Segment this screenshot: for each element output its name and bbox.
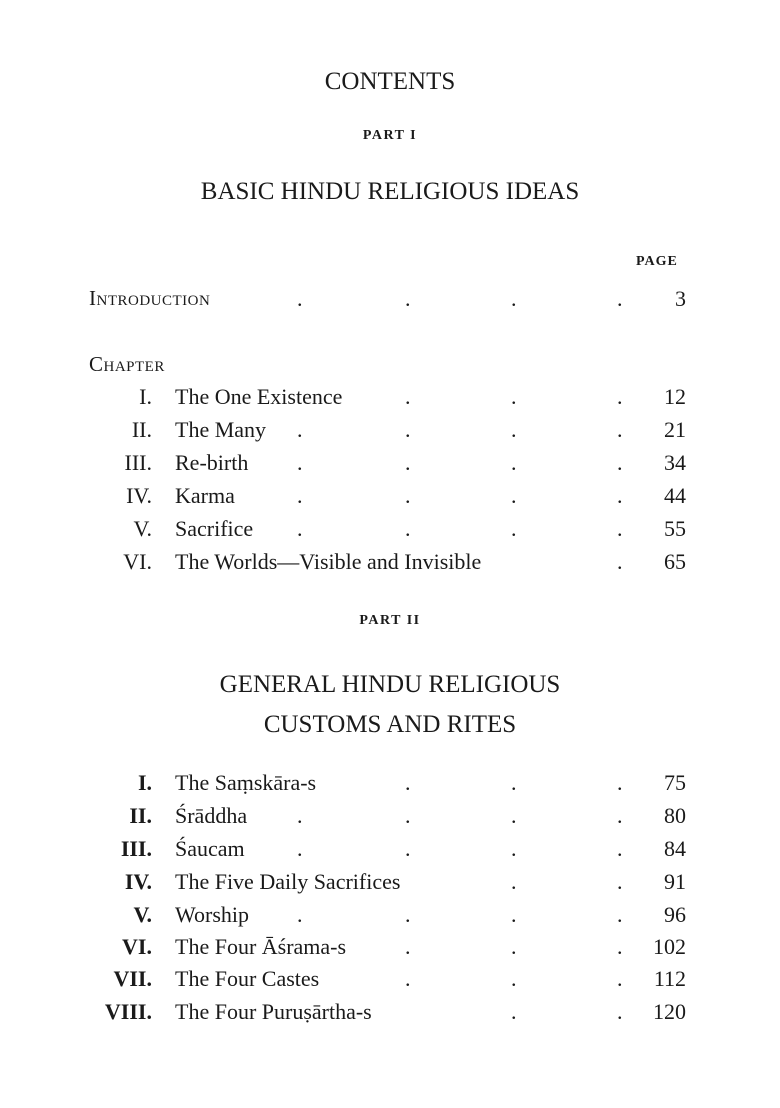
- chapter-numeral: VII.: [113, 966, 152, 991]
- dot-leader: .: [405, 384, 411, 409]
- toc-entry[interactable]: [0, 417, 780, 447]
- toc-entry[interactable]: [0, 384, 780, 414]
- chapter-page: 44: [664, 483, 686, 508]
- chapter-numeral: I.: [137, 770, 152, 795]
- toc-entry[interactable]: [0, 803, 780, 833]
- contents-heading: CONTENTS: [324, 68, 456, 95]
- chapter-page: 75: [664, 770, 686, 795]
- chapter-title: Śaucam: [175, 836, 245, 861]
- dot-leader: .: [617, 869, 623, 894]
- chapter-numeral: V.: [133, 516, 152, 541]
- toc-entry[interactable]: [0, 836, 780, 866]
- dot-leader: .: [511, 450, 517, 475]
- dot-leader: .: [405, 770, 411, 795]
- toc-entry[interactable]: [0, 770, 780, 800]
- part-1-title: BASIC HINDU RELIGIOUS IDEAS: [200, 178, 580, 205]
- toc-entry[interactable]: [0, 934, 780, 964]
- chapter-title: The Many: [175, 417, 267, 442]
- dot-leader: .: [511, 934, 517, 959]
- dot-leader: .: [617, 999, 623, 1024]
- chapter-numeral: III.: [120, 836, 152, 861]
- dot-leader: .: [617, 934, 623, 959]
- chapter-title: Re-birth: [175, 450, 249, 475]
- dot-leader: .: [405, 803, 411, 828]
- dot-leader: .: [617, 483, 623, 508]
- dot-leader: .: [511, 869, 517, 894]
- dot-leader: .: [511, 417, 517, 442]
- toc-entry-introduction[interactable]: Introduction . . . . 3: [89, 286, 686, 311]
- chapter-numeral: VIII.: [104, 999, 152, 1024]
- chapter-page: 102: [653, 934, 686, 959]
- dot-leader: .: [297, 902, 303, 927]
- dot-leader: .: [617, 770, 623, 795]
- chapter-numeral: I.: [139, 384, 152, 409]
- chapter-title: The One Existence: [175, 384, 343, 409]
- part-2-title-line-2: CUSTOMS AND RITES: [263, 711, 517, 738]
- part-1-label: PART I: [362, 128, 418, 143]
- chapter-title: Worship: [175, 902, 250, 927]
- chapter-title: The Five Daily Sacrifices: [175, 869, 401, 894]
- dot-leader: .: [405, 836, 411, 861]
- toc-entry[interactable]: [0, 966, 780, 996]
- dot-leader: .: [511, 483, 517, 508]
- dot-leader: .: [617, 417, 623, 442]
- toc-entry[interactable]: [0, 999, 780, 1029]
- chapter-page: 12: [664, 384, 686, 409]
- chapter-title: Śrāddha: [175, 803, 248, 828]
- dot-leader: .: [405, 966, 411, 991]
- toc-entry[interactable]: [0, 483, 780, 513]
- dot-leader: .: [617, 902, 623, 927]
- chapter-page: 65: [664, 549, 686, 574]
- chapter-page: 84: [664, 836, 686, 861]
- dot-leader: .: [511, 384, 517, 409]
- dot-leader: .: [405, 483, 411, 508]
- page-column-header: PAGE: [636, 254, 678, 269]
- chapter-title: The Four Castes: [175, 966, 320, 991]
- dot-leader: .: [405, 934, 411, 959]
- part-2-title-line-1: GENERAL HINDU RELIGIOUS: [219, 671, 561, 698]
- dot-leader: .: [511, 770, 517, 795]
- dot-leader: .: [297, 483, 303, 508]
- dot-leader: .: [511, 902, 517, 927]
- dot-leader: .: [297, 516, 303, 541]
- part-2-label: PART II: [359, 613, 421, 628]
- toc-entry[interactable]: [0, 450, 780, 480]
- chapter-numeral: VI.: [123, 549, 152, 574]
- toc-entry[interactable]: [0, 516, 780, 546]
- dot-leader: .: [511, 999, 517, 1024]
- dot-leader: .: [511, 516, 517, 541]
- dot-leader: .: [405, 902, 411, 927]
- dot-leader: .: [297, 836, 303, 861]
- chapter-title: The Four Puruṣārtha-s: [175, 999, 372, 1024]
- chapter-page: 120: [653, 999, 686, 1024]
- dot-leader: .: [617, 516, 623, 541]
- chapter-title: The Four Āśrama-s: [175, 934, 347, 959]
- chapter-page: 80: [664, 803, 686, 828]
- dot-leader: .: [297, 803, 303, 828]
- chapter-numeral: II.: [131, 417, 152, 442]
- dot-leader: .: [405, 417, 411, 442]
- chapter-title: The Worlds—Visible and Invisible: [175, 549, 482, 574]
- entry-page: 3: [675, 286, 686, 311]
- toc-entry[interactable]: [0, 869, 780, 899]
- toc-entry[interactable]: [0, 902, 780, 932]
- chapter-page: 55: [664, 516, 686, 541]
- toc-entry[interactable]: [0, 549, 780, 579]
- dot-leader: .: [511, 836, 517, 861]
- chapter-label: Chapter: [89, 352, 165, 376]
- dot-leader: .: [405, 516, 411, 541]
- chapter-page: 21: [664, 417, 686, 442]
- entry-title: Introduction: [89, 286, 211, 310]
- dot-leader: .: [617, 966, 623, 991]
- chapter-page: 34: [664, 450, 686, 475]
- dot-leader: .: [405, 450, 411, 475]
- chapter-title: The Saṃskāra-s: [175, 770, 317, 795]
- chapter-numeral: III.: [124, 450, 152, 475]
- dot-leader: .: [617, 450, 623, 475]
- chapter-page: 112: [653, 966, 686, 991]
- dot-leader: .: [617, 803, 623, 828]
- chapter-numeral: II.: [129, 803, 152, 828]
- chapter-numeral: IV.: [124, 869, 152, 894]
- chapter-numeral: IV.: [126, 483, 152, 508]
- dot-leader: .: [511, 966, 517, 991]
- dot-leader: .: [617, 836, 623, 861]
- chapter-title: Karma: [175, 483, 235, 508]
- chapter-title: Sacrifice: [175, 516, 254, 541]
- dot-leader: .: [617, 384, 623, 409]
- dot-leader: .: [511, 803, 517, 828]
- dot-leader: .: [297, 417, 303, 442]
- dot-leader: .: [617, 549, 623, 574]
- dot-leader: .: [297, 450, 303, 475]
- chapter-numeral: V.: [133, 902, 152, 927]
- chapter-page: 91: [664, 869, 686, 894]
- chapter-page: 96: [664, 902, 686, 927]
- chapter-numeral: VI.: [122, 934, 152, 959]
